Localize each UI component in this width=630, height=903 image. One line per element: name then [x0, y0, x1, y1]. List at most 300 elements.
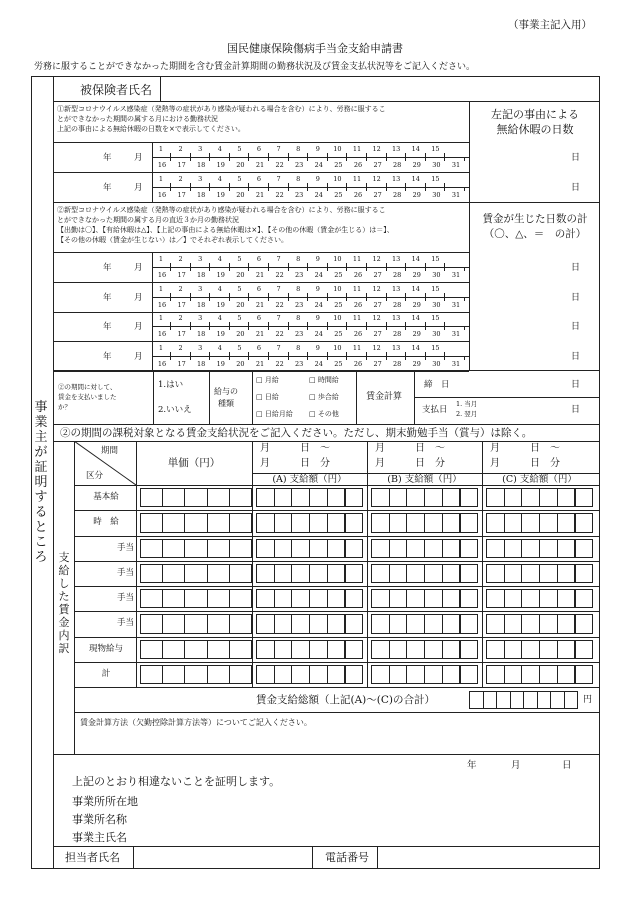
calendar-day[interactable]: 5	[237, 285, 242, 293]
calendar-day[interactable]: 26	[353, 191, 363, 199]
amount-c-field[interactable]	[486, 539, 592, 558]
calendar-day[interactable]: 23	[295, 191, 304, 199]
calendar-day[interactable]: 12	[372, 145, 381, 153]
period-b-to: 月 日 分	[375, 458, 445, 469]
calendar-day[interactable]: 11	[352, 314, 362, 322]
calendar-day[interactable]: 22	[275, 330, 284, 338]
calendar-day[interactable]: 31	[451, 271, 461, 279]
calendar-day[interactable]: 15	[431, 145, 440, 153]
calendar-day[interactable]: 5	[237, 145, 242, 153]
calendar-day[interactable]: 29	[412, 330, 421, 338]
calendar-day[interactable]: 17	[177, 161, 186, 169]
section2-row-3-year-label: 年	[103, 352, 112, 362]
calendar-day[interactable]: 16	[157, 271, 167, 279]
calendar-day[interactable]: 6	[256, 175, 262, 183]
calendar-day[interactable]: 17	[177, 271, 186, 279]
calendar-day[interactable]: 3	[198, 175, 203, 183]
calendar-day[interactable]: 25	[334, 191, 343, 199]
calendar-day[interactable]: 10	[333, 175, 342, 183]
section2-row-1-year-field[interactable]	[70, 285, 100, 309]
section1-row-1-year-field[interactable]	[70, 175, 100, 199]
section1-row-0-month-field[interactable]	[113, 145, 133, 169]
calendar-day[interactable]: 14	[411, 175, 420, 183]
amount-c-field[interactable]	[486, 665, 592, 684]
calendar-day[interactable]: 27	[373, 271, 382, 279]
calendar-day[interactable]: 8	[296, 314, 301, 322]
amount-a-field[interactable]	[256, 513, 362, 532]
calendar-day[interactable]: 6	[256, 255, 262, 263]
calendar-day[interactable]: 28	[393, 360, 402, 368]
wage-row-label: 現物給与	[88, 643, 123, 654]
wage-row-label: 計	[101, 668, 111, 679]
wage-row-label: 手当	[116, 618, 134, 629]
opt-commission[interactable]: □ 歩合給	[309, 393, 339, 401]
calendar-day[interactable]: 18	[197, 191, 206, 199]
opt-daily-monthly[interactable]: □ 日給月給	[256, 410, 293, 418]
calendar-day[interactable]: 20	[236, 360, 245, 368]
amount-a-field[interactable]	[256, 665, 362, 684]
calendar-day[interactable]: 21	[255, 301, 265, 309]
section2-row-2-month-field[interactable]	[113, 314, 133, 338]
amount-c-field[interactable]	[486, 513, 592, 532]
calendar-day[interactable]: 3	[198, 145, 203, 153]
calendar-day[interactable]: 18	[197, 360, 206, 368]
calendar-day[interactable]: 4	[217, 145, 222, 153]
section2-row-0-day-count[interactable]	[472, 255, 568, 279]
calendar-day[interactable]: 28	[393, 161, 402, 169]
calendar-day[interactable]: 30	[432, 161, 441, 169]
calendar-day[interactable]: 2	[178, 344, 183, 352]
amount-b-field[interactable]	[371, 539, 477, 558]
calendar-day[interactable]: 5	[237, 314, 242, 322]
calendar-day[interactable]: 6	[256, 344, 262, 352]
calendar-day[interactable]: 23	[295, 271, 304, 279]
cert-owner-field[interactable]	[150, 828, 590, 842]
calendar-day[interactable]: 6	[256, 314, 262, 322]
calendar-day[interactable]: 29	[412, 271, 421, 279]
section2-row-0-year-field[interactable]	[70, 255, 100, 279]
section1-row-1-day-count[interactable]	[472, 175, 568, 199]
pay-this-month[interactable]: 1. 当月	[456, 400, 478, 408]
cert-name-field[interactable]	[150, 810, 590, 828]
calendar-day[interactable]: 26	[353, 330, 363, 338]
calendar-day[interactable]: 25	[334, 301, 343, 309]
calendar-day[interactable]: 5	[237, 255, 242, 263]
calendar-day[interactable]: 18	[197, 161, 206, 169]
pay-day-unit: 日	[571, 405, 581, 415]
calendar-day[interactable]: 22	[275, 360, 284, 368]
calendar-day[interactable]: 11	[352, 145, 362, 153]
calendar-day[interactable]: 23	[295, 360, 304, 368]
calendar-day[interactable]: 29	[412, 161, 421, 169]
calendar-day[interactable]: 30	[432, 330, 441, 338]
section1-right-label-1: 左記の事由による	[491, 108, 579, 121]
calendar-day[interactable]: 28	[393, 191, 402, 199]
calendar-day[interactable]: 12	[372, 175, 381, 183]
col-c-header: (C) 支給額（円）	[502, 474, 577, 485]
section2-row-0-month-label: 月	[134, 263, 143, 273]
section1-row-0-year-label: 年	[103, 153, 112, 163]
calendar-day[interactable]: 8	[296, 344, 301, 352]
calendar-day[interactable]: 13	[392, 255, 401, 263]
amount-a-field[interactable]	[256, 614, 362, 633]
section2-row-2-month-label: 月	[134, 322, 143, 332]
calendar-day[interactable]: 10	[333, 145, 342, 153]
amount-b-field[interactable]	[371, 488, 477, 507]
calendar-day[interactable]: 10	[333, 255, 342, 263]
col-period-label: 期間	[101, 446, 119, 456]
wage-row-label: 手当	[116, 567, 134, 578]
section2-row-1-day-count[interactable]	[472, 285, 568, 309]
calendar-day[interactable]: 28	[393, 330, 402, 338]
calendar-day[interactable]: 24	[314, 330, 323, 338]
calendar-day[interactable]: 27	[373, 161, 382, 169]
calendar-day[interactable]: 19	[216, 191, 225, 199]
calendar-day[interactable]: 8	[296, 285, 301, 293]
amount-c-field[interactable]	[486, 614, 592, 633]
calendar-day[interactable]: 3	[198, 255, 203, 263]
calendar-day[interactable]: 25	[334, 271, 343, 279]
section1-row-0-month-label: 月	[134, 153, 143, 163]
amount-c-field[interactable]	[486, 589, 592, 608]
calendar-day[interactable]: 9	[315, 255, 320, 263]
wage-row-label: 手当	[116, 542, 134, 553]
calendar-day[interactable]: 16	[157, 301, 167, 309]
calendar-day[interactable]: 15	[431, 285, 440, 293]
calendar-day[interactable]: 13	[392, 314, 401, 322]
calendar-day[interactable]: 21	[255, 330, 265, 338]
calendar-day[interactable]: 27	[373, 360, 382, 368]
wage-row-label: 時 給	[93, 517, 119, 528]
unit-price-field[interactable]	[140, 640, 251, 659]
calendar-day[interactable]: 24	[314, 271, 323, 279]
employer-side-label: 事業主が証明するところ	[34, 400, 48, 565]
calendar-day[interactable]: 27	[373, 330, 382, 338]
section2-row-0-month-field[interactable]	[113, 255, 133, 279]
calendar-day[interactable]: 12	[372, 285, 381, 293]
amount-b-field[interactable]	[371, 513, 477, 532]
calendar-day[interactable]: 16	[157, 191, 167, 199]
amount-b-field[interactable]	[371, 665, 477, 684]
pay-kind-label-2: 種類	[218, 399, 234, 408]
calendar-day[interactable]: 4	[217, 255, 222, 263]
insured-name-field[interactable]	[162, 78, 598, 100]
calendar-day[interactable]: 4	[217, 344, 222, 352]
calendar-day[interactable]: 10	[333, 344, 342, 352]
calendar-day[interactable]: 5	[237, 344, 242, 352]
section2-row-2-year-field[interactable]	[70, 314, 100, 338]
section2-row-1-day-unit: 日	[571, 293, 581, 303]
section2-line3: 【出勤は〇】、【有給休暇は△】、【上記の事由による無給休暇は×】、【その他の休暇（賃金が生じる）は＝】、	[57, 226, 394, 234]
calendar-day[interactable]: 31	[451, 330, 461, 338]
pay-kind-label-1: 給与の	[214, 387, 238, 396]
cert-day: 日	[562, 760, 572, 771]
amount-b-field[interactable]	[371, 640, 477, 659]
calendar-day[interactable]: 7	[276, 344, 281, 352]
unit-price-field[interactable]	[140, 665, 251, 684]
person-in-charge-field[interactable]	[135, 848, 310, 867]
calendar-day[interactable]: 10	[333, 285, 342, 293]
opt-monthly[interactable]: □ 月給	[256, 376, 279, 384]
amount-c-field[interactable]	[486, 640, 592, 659]
calendar-day[interactable]: 17	[177, 330, 186, 338]
total-wage-field[interactable]	[469, 691, 577, 709]
calendar-day[interactable]: 24	[314, 161, 323, 169]
cert-month: 月	[511, 760, 521, 771]
calendar-day[interactable]: 16	[157, 330, 167, 338]
calendar-day[interactable]: 11	[352, 285, 362, 293]
calendar-day[interactable]: 17	[177, 191, 186, 199]
instruction-text: 労務に服することができなかった期間を含む賃金計算期間の勤務状況及び賃金支払状況等をご記入ください。	[34, 62, 476, 72]
calendar-day[interactable]: 12	[372, 255, 381, 263]
calendar-day[interactable]: 7	[276, 255, 281, 263]
calendar-day[interactable]: 14	[411, 285, 420, 293]
calendar-day[interactable]: 11	[352, 344, 362, 352]
amount-a-field[interactable]	[256, 539, 362, 558]
calendar-day[interactable]: 5	[237, 175, 242, 183]
calendar-day[interactable]: 12	[372, 344, 381, 352]
amount-b-field[interactable]	[371, 564, 477, 583]
calendar-day[interactable]: 28	[393, 301, 402, 309]
opt-hourly[interactable]: □ 時間給	[309, 376, 339, 384]
calendar-day[interactable]: 19	[216, 161, 225, 169]
calendar-day[interactable]: 10	[333, 314, 342, 322]
calendar-day[interactable]: 30	[432, 301, 441, 309]
calendar-day[interactable]: 17	[177, 360, 186, 368]
pay-next-month[interactable]: 2. 翌月	[456, 410, 478, 418]
form-title: 国民健康保険傷病手当金支給申請書	[227, 42, 403, 55]
section2-row-3-day-unit: 日	[571, 352, 581, 362]
calendar-day[interactable]: 1	[158, 255, 164, 263]
calendar-day[interactable]: 1	[158, 145, 164, 153]
calendar-day[interactable]: 23	[295, 161, 304, 169]
calendar-day[interactable]: 15	[431, 344, 440, 352]
section1-row-1-day-unit: 日	[571, 183, 581, 193]
calendar-day[interactable]: 7	[276, 285, 281, 293]
col-unit-price: 単価（円）	[167, 457, 221, 469]
calendar-day[interactable]: 2	[178, 175, 183, 183]
amount-a-field[interactable]	[256, 640, 362, 659]
calendar-day[interactable]: 11	[352, 175, 362, 183]
calendar-day[interactable]: 14	[411, 314, 420, 322]
calendar-day[interactable]: 27	[373, 191, 382, 199]
insured-name-label: 被保険者氏名	[80, 83, 153, 97]
calendar-day[interactable]: 6	[256, 145, 262, 153]
calendar-day[interactable]: 3	[198, 344, 203, 352]
calendar-day[interactable]: 22	[275, 301, 284, 309]
pay-yes-option[interactable]: 1.はい	[158, 380, 184, 390]
section2-row-0-day-unit: 日	[571, 263, 581, 273]
calendar-day[interactable]: 29	[412, 191, 421, 199]
calendar-day[interactable]: 31	[451, 360, 461, 368]
section2-row-1-month-field[interactable]	[113, 285, 133, 309]
closing-day-unit: 日	[571, 380, 581, 390]
pay-question-3: か？	[58, 403, 71, 411]
calendar-day[interactable]: 26	[353, 161, 363, 169]
calendar-day[interactable]: 13	[392, 285, 401, 293]
total-wage-label: 賃金支給総額（上記(A)～(C)の合計）	[256, 694, 436, 706]
calendar-day[interactable]: 6	[256, 285, 262, 293]
calendar-day[interactable]: 14	[411, 145, 420, 153]
calendar-day[interactable]: 17	[177, 301, 186, 309]
calendar-day[interactable]: 1	[158, 344, 164, 352]
calendar-day[interactable]: 19	[216, 271, 225, 279]
calendar-day[interactable]: 24	[314, 301, 323, 309]
calendar-day[interactable]: 19	[216, 330, 225, 338]
calendar-day[interactable]: 7	[276, 175, 281, 183]
section1-row-0-day-unit: 日	[571, 153, 581, 163]
calendar-day[interactable]: 7	[276, 314, 281, 322]
calendar-day[interactable]: 19	[216, 301, 225, 309]
amount-b-field[interactable]	[371, 589, 477, 608]
calendar-day[interactable]: 31	[451, 301, 461, 309]
amount-a-field[interactable]	[256, 589, 362, 608]
section2-row-3-month-label: 月	[134, 352, 143, 362]
calendar-day[interactable]: 9	[315, 175, 320, 183]
calendar-day[interactable]: 20	[236, 330, 245, 338]
calendar-day[interactable]: 26	[353, 360, 363, 368]
calendar-day[interactable]: 30	[432, 360, 441, 368]
calendar-day[interactable]: 27	[373, 301, 382, 309]
pay-no-option[interactable]: 2.いいえ	[158, 405, 192, 415]
section2-row-3-month-field[interactable]	[113, 344, 133, 368]
section1-row-1-month-field[interactable]	[113, 175, 133, 199]
unit-price-field[interactable]	[140, 488, 251, 507]
calendar-day[interactable]: 7	[276, 145, 281, 153]
section2-row-3-year-field[interactable]	[70, 344, 100, 368]
calendar-day[interactable]: 26	[353, 271, 363, 279]
opt-daily[interactable]: □ 日給	[256, 393, 279, 401]
amount-b-field[interactable]	[371, 614, 477, 633]
calendar-day[interactable]: 9	[315, 145, 320, 153]
calendar-day[interactable]: 2	[178, 145, 183, 153]
calendar-day[interactable]: 30	[432, 271, 441, 279]
calendar-day[interactable]: 1	[158, 175, 164, 183]
section1-row-0-year-field[interactable]	[70, 145, 100, 169]
calendar-day[interactable]: 8	[296, 255, 301, 263]
phone-field[interactable]	[379, 848, 598, 867]
calendar-day[interactable]: 29	[412, 301, 421, 309]
calc-method-field[interactable]	[76, 730, 596, 752]
calendar-day[interactable]: 22	[275, 271, 284, 279]
section2-row-3-day-count[interactable]	[472, 344, 568, 368]
calendar-day[interactable]: 9	[315, 344, 320, 352]
calendar-day[interactable]: 16	[157, 161, 167, 169]
calendar-day[interactable]: 18	[197, 271, 206, 279]
unit-price-field[interactable]	[140, 539, 251, 558]
unit-price-field[interactable]	[140, 614, 251, 633]
cert-year: 年	[467, 760, 477, 771]
calendar-day[interactable]: 8	[296, 145, 301, 153]
section2-row-2-day-count[interactable]	[472, 314, 568, 338]
calendar-day[interactable]: 13	[392, 145, 401, 153]
calendar-day[interactable]: 11	[352, 255, 362, 263]
calendar-day[interactable]: 2	[178, 285, 183, 293]
calendar-day[interactable]: 21	[255, 360, 265, 368]
calendar-day[interactable]: 22	[275, 191, 284, 199]
cert-address-field[interactable]	[150, 792, 590, 810]
calendar-day[interactable]: 1	[158, 314, 164, 322]
calendar-day[interactable]: 24	[314, 360, 323, 368]
calendar-day[interactable]: 3	[198, 285, 203, 293]
calendar-day[interactable]: 25	[334, 330, 343, 338]
calendar-day[interactable]: 9	[315, 314, 320, 322]
period-b-from: 月 日 ～	[375, 443, 445, 454]
amount-c-field[interactable]	[486, 564, 592, 583]
calendar-day[interactable]: 25	[334, 360, 343, 368]
calendar-day[interactable]: 2	[178, 255, 183, 263]
calendar-day[interactable]: 19	[216, 360, 225, 368]
calendar-day[interactable]: 28	[393, 271, 402, 279]
calendar-day[interactable]: 16	[157, 360, 167, 368]
calendar-day[interactable]: 25	[334, 161, 343, 169]
amount-a-field[interactable]	[256, 564, 362, 583]
unit-price-field[interactable]	[140, 589, 251, 608]
calendar-day[interactable]: 20	[236, 191, 245, 199]
calendar-day[interactable]: 22	[275, 161, 284, 169]
opt-other[interactable]: □ その他	[309, 410, 339, 418]
calendar-day[interactable]: 3	[198, 314, 203, 322]
cert-statement: 上記のとおり相違ないことを証明します。	[72, 775, 281, 788]
calendar-day[interactable]: 9	[315, 285, 320, 293]
calendar-day[interactable]: 31	[451, 161, 461, 169]
section2-row-2-day-unit: 日	[571, 322, 581, 332]
calendar-day[interactable]: 30	[432, 191, 441, 199]
calendar-day[interactable]: 13	[392, 344, 401, 352]
calendar-day[interactable]: 14	[411, 344, 420, 352]
calendar-day[interactable]: 15	[431, 314, 440, 322]
calendar-day[interactable]: 4	[217, 314, 222, 322]
calendar-day[interactable]: 1	[158, 285, 164, 293]
calendar-day[interactable]: 20	[236, 271, 245, 279]
calendar-day[interactable]: 18	[197, 330, 206, 338]
section2-right-label-1: 賃金が生じた日数の計	[482, 213, 588, 225]
calendar-day[interactable]: 21	[255, 161, 265, 169]
amount-c-field[interactable]	[486, 488, 592, 507]
calendar-day[interactable]: 20	[236, 161, 245, 169]
calendar-day[interactable]: 4	[217, 285, 222, 293]
calendar-day[interactable]: 14	[411, 255, 420, 263]
unit-price-field[interactable]	[140, 564, 251, 583]
calendar-day[interactable]: 2	[178, 314, 183, 322]
calendar-day[interactable]: 15	[431, 175, 440, 183]
calendar-day[interactable]: 4	[217, 175, 222, 183]
calendar-day[interactable]: 15	[431, 255, 440, 263]
calendar-day[interactable]: 8	[296, 175, 301, 183]
section2-line4: 【その他の休暇（賃金が生じない）は／】でそれぞれ表示してください。	[57, 236, 288, 244]
section1-row-0-day-count[interactable]	[472, 145, 568, 169]
calendar-day[interactable]: 26	[353, 301, 363, 309]
calendar-day[interactable]: 13	[392, 175, 401, 183]
calendar-day[interactable]: 23	[295, 330, 304, 338]
section1-line2: とができなかった期間の属する月における勤務状況	[57, 115, 218, 123]
calendar-day[interactable]: 31	[451, 191, 461, 199]
calendar-day[interactable]: 12	[372, 314, 381, 322]
calendar-day[interactable]: 21	[255, 271, 265, 279]
calendar-day[interactable]: 20	[236, 301, 245, 309]
phone-label: 電話番号	[325, 851, 369, 864]
calendar-day[interactable]: 24	[314, 191, 323, 199]
calendar-day[interactable]: 21	[255, 191, 265, 199]
unit-price-field[interactable]	[140, 513, 251, 532]
section2-row-2-year-label: 年	[103, 322, 112, 332]
calendar-day[interactable]: 29	[412, 360, 421, 368]
amount-a-field[interactable]	[256, 488, 362, 507]
calendar-day[interactable]: 23	[295, 301, 304, 309]
pay-day-label: 支払日	[422, 405, 448, 415]
calendar-day[interactable]: 18	[197, 301, 206, 309]
section1-line1: ①新型コロナウイルス感染症（発熱等の症状があり感染が疑われる場合を含む）により、労務に服するこ	[57, 105, 386, 113]
